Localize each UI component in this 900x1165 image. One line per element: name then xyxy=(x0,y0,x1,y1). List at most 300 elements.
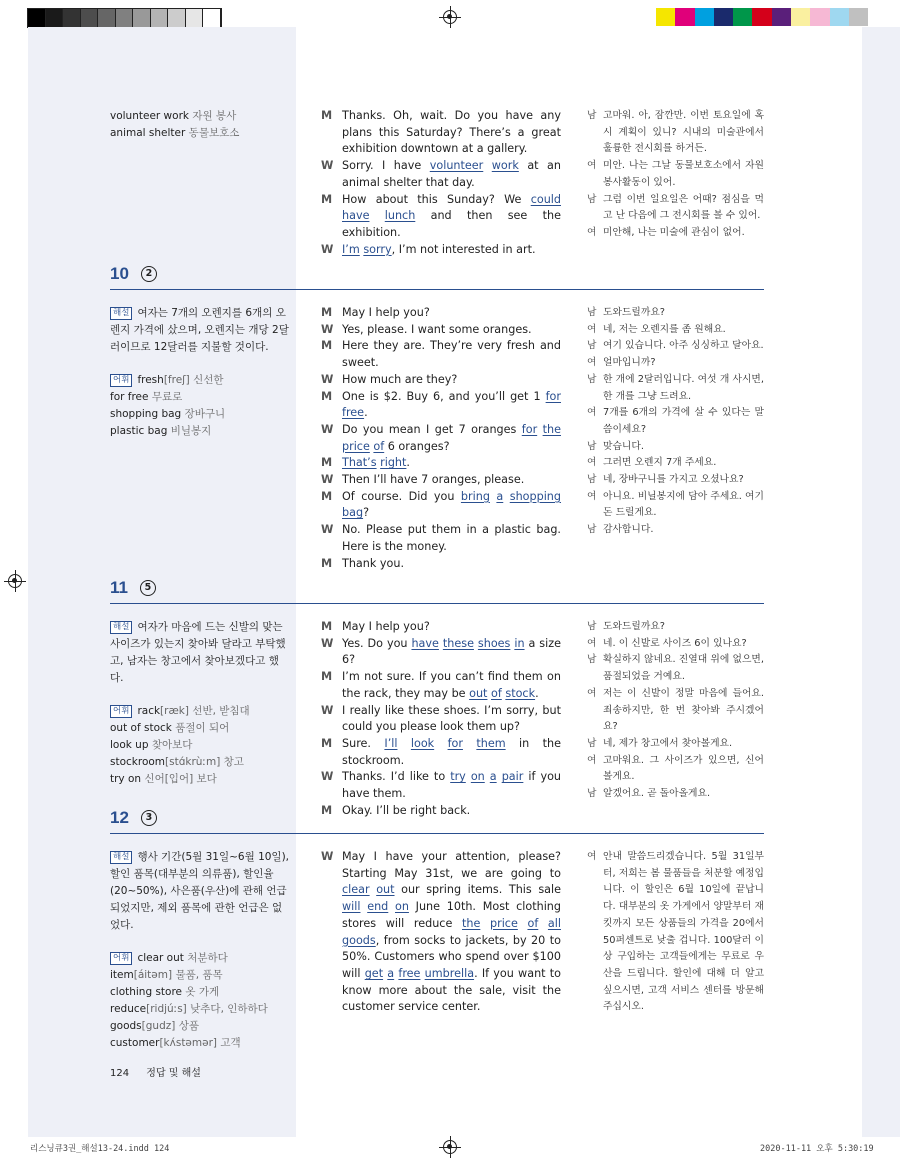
blank-answer: on xyxy=(470,770,485,784)
speaker-label: M xyxy=(321,670,333,684)
dialogue-segment: a size 6? xyxy=(342,636,561,667)
vocab-word: goods xyxy=(110,1020,142,1032)
blank-answer: these xyxy=(442,636,474,650)
dialogue-line xyxy=(321,849,561,1016)
blank-answer: for xyxy=(521,422,538,436)
speaker-label: 남 xyxy=(587,654,597,666)
translation-line xyxy=(587,849,764,1016)
blank-answer: pair xyxy=(501,770,524,784)
blank-answer: the xyxy=(542,422,561,436)
translation-text: 감사합니다. xyxy=(603,524,654,536)
blank-answer: lunch xyxy=(384,209,416,223)
explanation-badge: 해설 xyxy=(110,851,132,864)
blank-answer: for xyxy=(545,389,561,403)
vocab-item xyxy=(110,720,290,737)
blank-answer: right xyxy=(380,456,407,470)
vocab-ipa: [kʌ́stəmər] xyxy=(159,1037,217,1049)
q10-explanation xyxy=(110,305,290,440)
speaker-label: 여 xyxy=(587,637,597,649)
blank-answer: could xyxy=(530,192,561,206)
speaker-label: 여 xyxy=(587,457,597,469)
dialogue-segment xyxy=(538,917,548,930)
vocab-item xyxy=(110,1035,290,1052)
dialogue-segment: , from socks to jackets, by 20 to 50%. Customers who spend over $100 will xyxy=(342,933,561,980)
question-number: 11 xyxy=(110,578,128,597)
translation-text: 아니요. 비닐봉지에 담아 주세요. 여기 돈 드릴게요. xyxy=(603,490,764,519)
translation-line xyxy=(587,192,764,225)
dialogue-segment: How about this Sunday? We xyxy=(342,192,531,206)
speaker-label: 여 xyxy=(587,407,597,419)
dialogue-line xyxy=(321,372,561,389)
blank-answer: for xyxy=(447,736,463,750)
blank-answer: free xyxy=(398,966,421,980)
translation-line xyxy=(587,225,764,242)
dialogue-line xyxy=(321,769,561,802)
translation-line xyxy=(587,372,764,405)
q11-explanation xyxy=(110,619,290,788)
dialogue-line xyxy=(321,158,561,191)
vocab-meaning: 상품 xyxy=(178,1020,199,1032)
explanation-text: 여자가 마음에 드는 신발의 맞는 사이즈가 있는지 찾아봐 달라고 부탁했고, 남자는 창고에서 찾아보겠다고 했다. xyxy=(110,621,286,684)
blank-answer: shopping xyxy=(509,489,562,503)
registration-mark-icon xyxy=(443,10,457,24)
footer-title: 정답 및 해설 xyxy=(146,1068,201,1079)
explanation-badge: 해설 xyxy=(110,307,132,320)
dialogue-text xyxy=(342,489,561,522)
vocab-ipa: [áitəm] xyxy=(133,969,173,981)
swatch xyxy=(203,9,221,27)
vocab-meaning: 품절이 되어 xyxy=(175,722,230,734)
answer-circle: 3 xyxy=(141,810,157,826)
vocab-item xyxy=(110,423,290,440)
translation-text: 도와드릴까요? xyxy=(603,621,665,632)
dialogue-segment: May I help you? xyxy=(342,620,430,633)
speaker-label: M xyxy=(321,456,333,470)
dialogue-text xyxy=(342,305,561,322)
vocab-block xyxy=(110,950,290,967)
translation-text: 저는 이 신발이 정말 마음에 들어요. 죄송하지만, 한 번 찾아봐 주시겠어요? xyxy=(603,687,764,733)
swatch xyxy=(116,9,134,27)
vocab-block xyxy=(110,703,290,720)
dialogue-line xyxy=(321,192,561,242)
swatch xyxy=(849,8,868,26)
swatch xyxy=(46,9,64,27)
q11-dialogue xyxy=(321,619,561,819)
dialogue-text xyxy=(342,703,561,736)
dialogue-segment: One is $2. Buy 6, and you’ll get 1 xyxy=(342,389,546,403)
dialogue-text xyxy=(342,556,561,573)
vocab-word: for free xyxy=(110,391,149,403)
section-rule xyxy=(110,289,764,290)
speaker-label: 여 xyxy=(587,357,597,369)
blank-answer: price xyxy=(342,439,370,453)
blank-answer: a xyxy=(387,966,395,980)
swatch xyxy=(168,9,186,27)
dialogue-segment: Of course. Did you xyxy=(342,489,461,503)
speaker-label: M xyxy=(321,620,333,633)
blank-answer: of xyxy=(527,916,539,930)
translation-line xyxy=(587,522,764,539)
dialogue-text xyxy=(342,803,561,820)
vocab-item xyxy=(110,737,290,754)
vocab-meaning: 처분하다 xyxy=(187,952,228,964)
blank-answer: have xyxy=(342,209,370,223)
dialogue-segment: . If you want to know more about the sale, visit the customer service center. xyxy=(342,966,561,1014)
translation-line xyxy=(587,158,764,191)
explanation-text: 여자는 7개의 오렌지를 6개의 오렌지 가격에 샀으며, 오렌지는 개당 2달러이므로 12달러를 지불할 것이다. xyxy=(110,307,289,353)
translation-text: 확실하지 않네요. 진열대 위에 없으면, 품절되었을 거예요. xyxy=(603,654,764,683)
blank-answer: stock xyxy=(505,686,536,700)
vocab-ipa: [ridjúːs] xyxy=(146,1003,187,1015)
q9-vocab xyxy=(110,108,290,142)
vocab-meaning: 창고 xyxy=(223,756,244,768)
dialogue-segment: May I have your attention, please? Starting May 31st, we are going to xyxy=(342,850,561,880)
dialogue-segment: How much are they? xyxy=(342,372,458,386)
translation-text: 고마워. 아, 잠깐만. 이번 토요일에 혹시 계획이 있니? 시내의 미술관에서 훌륭한 전시회를 하거든. xyxy=(603,110,764,155)
speaker-label: W xyxy=(321,850,334,863)
question-header xyxy=(110,264,157,284)
swatch xyxy=(656,8,675,26)
dialogue-line xyxy=(321,803,561,820)
q11-korean xyxy=(587,619,764,803)
dialogue-segment: . xyxy=(364,406,368,420)
vocab-item xyxy=(110,108,290,125)
dialogue-segment: 6 oranges? xyxy=(384,439,450,453)
blank-answer: umbrella xyxy=(424,966,475,980)
swatch xyxy=(772,8,791,26)
blank-answer: out xyxy=(469,686,488,700)
blank-answer: end xyxy=(367,900,389,914)
translation-text: 고마워요. 그 사이즈가 있으면, 신어 볼게요. xyxy=(603,754,764,783)
swatch xyxy=(830,8,849,26)
vocab-word: fresh xyxy=(137,374,164,386)
vocab-meaning: 찾아보다 xyxy=(151,739,193,751)
speaker-label: 여 xyxy=(587,160,597,172)
blank-answer: shoes xyxy=(477,636,511,650)
blank-answer: I’m xyxy=(342,242,360,256)
q12-explanation xyxy=(110,849,290,1052)
dialogue-line xyxy=(321,472,561,489)
translation-line xyxy=(587,736,764,753)
speaker-label: M xyxy=(321,109,333,122)
translation-text: 미안해, 나는 미술에 관심이 없어. xyxy=(603,226,745,238)
translation-text: 미안. 나는 그날 동물보호소에서 자원 봉사활동이 있어. xyxy=(603,160,764,188)
q10-dialogue xyxy=(321,305,561,572)
translation-text: 네, 제가 창고에서 찾아볼게요. xyxy=(603,737,733,749)
speaker-label: M xyxy=(321,736,333,750)
speaker-label: W xyxy=(321,372,334,386)
blank-answer: work xyxy=(491,159,519,173)
translation-line xyxy=(587,489,764,522)
dialogue-segment xyxy=(369,209,384,222)
dialogue-text xyxy=(342,192,561,242)
dialogue-line xyxy=(321,242,561,259)
translation-line xyxy=(587,472,764,489)
translation-text: 네. 이 신발로 사이즈 6이 있나요? xyxy=(603,637,747,649)
dialogue-segment: June 10th. Most clothing stores will reduce xyxy=(342,900,562,930)
speaker-label: M xyxy=(321,556,333,570)
blank-answer: out xyxy=(376,883,395,897)
vocab-word: reduce xyxy=(110,1003,147,1015)
speaker-label: 남 xyxy=(587,373,597,385)
translation-text: 여기 있습니다. 아주 싱싱하고 달아요. xyxy=(603,340,764,352)
dialogue-text xyxy=(342,522,561,555)
dialogue-segment: Thanks. I’d like to xyxy=(342,770,451,784)
dialogue-segment: I’m not sure. If you can’t find them on the rack, they may be xyxy=(342,670,561,700)
spacer xyxy=(110,356,290,372)
dialogue-line xyxy=(321,322,561,339)
speaker-label: M xyxy=(321,306,333,319)
vocab-ipa: [gudz] xyxy=(141,1020,176,1032)
translation-text: 알겠어요. 곧 돌아올게요. xyxy=(603,788,711,800)
translation-line xyxy=(587,455,764,472)
speaker-label: W xyxy=(321,703,334,717)
dialogue-segment: I really like these shoes. I’m sorry, but could you please look them up? xyxy=(342,703,561,734)
translation-text: 그럼 이번 일요일은 어때? 점심을 먹고 난 다음에 그 전시회를 볼 수 있어. xyxy=(603,193,764,222)
vocab-meaning: 신어[입어] 보다 xyxy=(144,773,217,785)
vocab-meaning: 신선한 xyxy=(193,374,224,386)
speaker-label: 여 xyxy=(587,323,597,335)
blank-answer: sorry xyxy=(363,242,392,256)
explanation xyxy=(110,849,290,934)
q9-dialogue xyxy=(321,108,561,258)
blank-answer: price xyxy=(490,916,518,930)
dialogue-text xyxy=(342,158,561,191)
slug-timestamp: 2020-11-11 오후 5:30:19 xyxy=(760,1144,874,1154)
speaker-label: 남 xyxy=(587,193,597,205)
explanation xyxy=(110,305,290,356)
blank-answer: the xyxy=(461,916,481,930)
vocab-ipa: [stɑ́krùːm] xyxy=(165,756,221,768)
speaker-label: W xyxy=(321,473,334,487)
speaker-label: 남 xyxy=(587,440,597,452)
explanation-badge: 해설 xyxy=(110,621,132,634)
vocab-word: try on xyxy=(110,773,142,785)
question-header xyxy=(110,578,156,598)
blank-answer: I’ll xyxy=(384,736,398,750)
vocab-badge: 어휘 xyxy=(110,705,132,718)
page-footer xyxy=(110,1064,201,1079)
swatch xyxy=(791,8,810,26)
dialogue-text xyxy=(342,389,561,422)
blank-answer: a xyxy=(489,770,497,784)
translation-text: 맞습니다. xyxy=(603,440,644,452)
dialogue-segment: Yes. Do you xyxy=(342,636,412,650)
speaker-label: 남 xyxy=(587,524,597,536)
vocab-word: rack xyxy=(137,705,161,717)
speaker-label: M xyxy=(321,192,333,206)
answer-circle: 2 xyxy=(141,266,157,282)
vocab-item xyxy=(110,406,290,423)
translation-text: 7개를 6개의 가격에 살 수 있다는 말씀이세요? xyxy=(603,407,764,435)
vocab-item xyxy=(110,967,290,984)
vocab-item xyxy=(110,389,290,406)
swatch xyxy=(133,9,151,27)
explanation xyxy=(110,619,290,687)
dialogue-text xyxy=(342,619,561,636)
dialogue-text xyxy=(342,849,561,1016)
vocab-word: animal shelter xyxy=(110,127,186,139)
speaker-label: 남 xyxy=(587,621,597,632)
translation-line xyxy=(587,636,764,653)
q12-korean xyxy=(587,849,764,1016)
explanation-text: 행사 기간(5월 31일~6월 10일), 할인 품목(대부분의 의류품), 할인율(20~50%), 사은품(우산)에 관해 언급되었지만, 제외 품목에 관한 언급은 없었다. xyxy=(110,851,290,931)
translation-text: 네, 저는 오렌지를 좀 원해요. xyxy=(603,323,726,335)
dialogue-line xyxy=(321,522,561,555)
dialogue-segment: in the stockroom. xyxy=(342,736,561,767)
dialogue-line xyxy=(321,669,561,702)
dialogue-segment xyxy=(397,737,410,750)
speaker-label: M xyxy=(321,803,333,817)
dialogue-segment: No. Please put them in a plastic bag. Here is the money. xyxy=(342,523,561,553)
vocab-meaning: 고객 xyxy=(220,1037,241,1049)
dialogue-text xyxy=(342,322,561,339)
blank-answer: a xyxy=(496,489,504,503)
speaker-label: 여 xyxy=(587,851,597,862)
vocab-word: clothing store xyxy=(110,986,183,998)
dialogue-text xyxy=(342,636,561,669)
speaker-label: 남 xyxy=(587,110,597,121)
speaker-label: 남 xyxy=(587,737,597,749)
blank-answer: all xyxy=(547,916,561,930)
dialogue-line xyxy=(321,108,561,158)
translation-text: 안내 말씀드리겠습니다. 5월 31일부터, 저희는 봄 물품들을 처분할 예정입니다. 이 할인은 6월 10일에 끝납니다. 대부분의 옷 가게에서 양말부터 재킷까지 모든 상품들의 가격을 20에서 50퍼센트로 낮출 겁니다. 100달러 이상 구입하는 고객들에게는 무료로 우산을 드립니다. 할인에 대해 더 알고 싶으시면, 고객 서비스 센터를 방문해 주십시오. xyxy=(603,851,764,1013)
translation-line xyxy=(587,322,764,339)
speaker-label: W xyxy=(321,422,334,436)
vocab-item xyxy=(110,125,290,142)
blank-answer: have xyxy=(411,636,439,650)
dialogue-line xyxy=(321,556,561,573)
speaker-label: 여 xyxy=(587,754,597,766)
speaker-label: M xyxy=(321,389,333,403)
dialogue-segment: if you have them. xyxy=(342,770,562,801)
vocab-item xyxy=(110,984,290,1001)
vocab-word: clear out xyxy=(137,952,184,964)
blank-answer: bag xyxy=(342,506,364,520)
blank-answer: goods xyxy=(342,933,376,947)
blank-answer: will xyxy=(342,900,361,914)
vocab-meaning: 낮추다, 인하하다 xyxy=(190,1003,268,1015)
speaker-label: W xyxy=(321,636,334,650)
dialogue-segment: Here they are. They’re very fresh and sweet. xyxy=(342,339,561,370)
vocab-meaning: 비닐봉지 xyxy=(170,425,212,437)
registration-mark-icon xyxy=(443,1140,457,1154)
dialogue-segment: May I help you? xyxy=(342,306,430,319)
section-rule xyxy=(110,833,764,834)
dialogue-text xyxy=(342,669,561,702)
vocab-word: look up xyxy=(110,739,149,751)
swatch xyxy=(81,9,99,27)
swatch xyxy=(63,9,81,27)
dialogue-segment xyxy=(463,737,476,750)
blank-answer: get xyxy=(364,966,384,980)
vocab-word: stockroom xyxy=(110,756,166,768)
translation-line xyxy=(587,619,764,636)
vocab-word: volunteer work xyxy=(110,110,189,122)
registration-mark-icon xyxy=(8,574,22,588)
dialogue-segment: at an animal shelter that day. xyxy=(342,159,562,189)
dialogue-segment: Sure. xyxy=(342,736,385,750)
blank-answer: on xyxy=(395,900,409,914)
dialogue-line xyxy=(321,636,561,669)
question-number: 12 xyxy=(110,808,129,827)
translation-line xyxy=(587,786,764,803)
dialogue-segment xyxy=(434,737,447,750)
answer-circle: 5 xyxy=(140,580,156,596)
dialogue-line xyxy=(321,489,561,522)
dialogue-segment: Thank you. xyxy=(342,556,405,570)
translation-text: 그러면 오렌지 7개 주세요. xyxy=(603,457,717,469)
q9-korean xyxy=(587,108,764,242)
vocab-word: plastic bag xyxy=(110,425,168,437)
speaker-label: 남 xyxy=(587,307,597,318)
vocab-meaning: 자원 봉사 xyxy=(192,110,237,122)
translation-line xyxy=(587,753,764,786)
vocab-badge: 어휘 xyxy=(110,374,132,387)
vocab-meaning: 선반, 받침대 xyxy=(192,705,250,717)
dialogue-segment: Then I’ll have 7 oranges, please. xyxy=(342,473,525,487)
dialogue-line xyxy=(321,619,561,636)
vocab-word: shopping bag xyxy=(110,408,182,420)
question-header xyxy=(110,808,157,828)
dialogue-text xyxy=(342,372,561,389)
dialogue-segment xyxy=(388,900,395,913)
dialogue-line xyxy=(321,389,561,422)
dialogue-text xyxy=(342,736,561,769)
vocab-item xyxy=(110,1001,290,1018)
vocab-item xyxy=(110,771,290,788)
translation-text: 한 개에 2달러입니다. 여섯 개 사시면, 한 개를 그냥 드려요. xyxy=(603,373,764,402)
speaker-label: W xyxy=(321,523,334,537)
dialogue-line xyxy=(321,703,561,736)
blank-answer: them xyxy=(476,736,506,750)
blank-answer: bring xyxy=(460,489,490,503)
dialogue-line xyxy=(321,736,561,769)
dialogue-text xyxy=(342,769,561,802)
vocab-meaning: 물품, 품목 xyxy=(175,969,223,981)
grayscale-strip xyxy=(27,8,222,28)
swatch xyxy=(752,8,771,26)
vocab-item xyxy=(110,754,290,771)
speaker-label: M xyxy=(321,489,333,503)
speaker-label: M xyxy=(321,339,333,353)
speaker-label: W xyxy=(321,770,334,784)
section-rule xyxy=(110,603,764,604)
blank-answer: That’s xyxy=(342,456,377,470)
translation-line xyxy=(587,439,764,456)
translation-line xyxy=(587,355,764,372)
translation-line xyxy=(587,686,764,736)
dialogue-text xyxy=(342,338,561,371)
translation-line xyxy=(587,652,764,685)
vocab-meaning: 무료로 xyxy=(151,391,183,403)
blank-answer: look xyxy=(410,736,435,750)
dialogue-line xyxy=(321,338,561,371)
swatch xyxy=(151,9,169,27)
dialogue-segment: Sorry. I have xyxy=(342,159,430,173)
q10-korean xyxy=(587,305,764,539)
question-number: 10 xyxy=(110,264,129,283)
dialogue-text xyxy=(342,242,561,259)
translation-line xyxy=(587,108,764,158)
vocab-meaning: 동물보호소 xyxy=(188,127,240,139)
dialogue-segment: our spring items. This sale xyxy=(394,883,562,897)
translation-line xyxy=(587,338,764,355)
translation-line xyxy=(587,305,764,322)
translation-line xyxy=(587,405,764,438)
vocab-ipa: [freʃ] xyxy=(163,374,190,386)
dialogue-segment: Do you mean I get 7 oranges xyxy=(342,422,522,436)
